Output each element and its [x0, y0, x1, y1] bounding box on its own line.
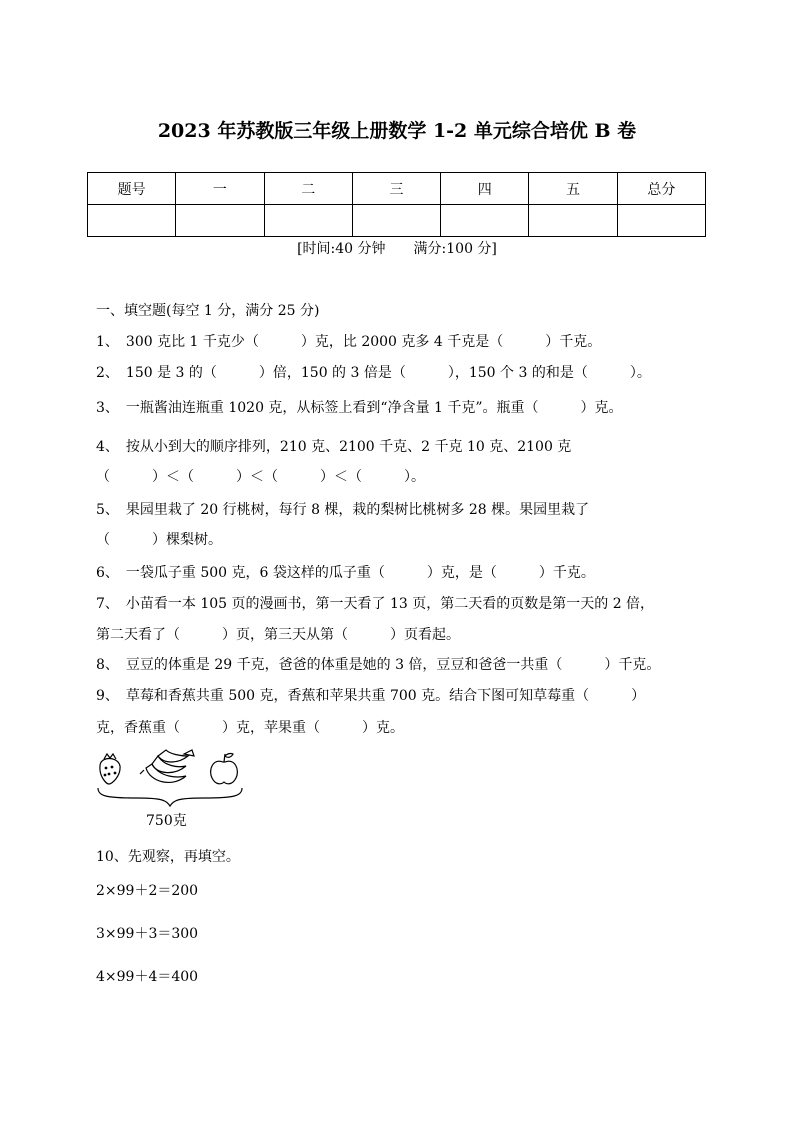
score-value-cell[interactable]: [264, 205, 352, 237]
score-value-cell[interactable]: [529, 205, 617, 237]
score-header-cell: 四: [441, 173, 529, 205]
strawberry-icon: [100, 754, 120, 784]
question-3: 3、 一瓶酱油连瓶重 1020 克，从标签上看到“净含量 1 千克”。瓶重（ ）克。: [96, 400, 623, 416]
equation-3: 4×99＋4＝400: [96, 969, 199, 985]
score-header-cell: 三: [352, 173, 440, 205]
score-header-cell: 题号: [88, 173, 176, 205]
question-6: 6、 一袋瓜子重 500 克，6 袋这样的瓜子重（ ）克，是（ ）千克。: [96, 565, 595, 581]
equation-1: 2×99＋2＝200: [96, 883, 199, 899]
time-info: [时间:40 分钟 满分:100 分]: [297, 241, 497, 257]
equation-2: 3×99＋3＝300: [96, 926, 199, 942]
score-value-cell[interactable]: [617, 205, 705, 237]
score-value-cell[interactable]: [176, 205, 264, 237]
question-5-continued: （ ）棵梨树。: [96, 532, 222, 548]
score-header-cell: 总分: [617, 173, 705, 205]
page-title: 2023 年苏教版三年级上册数学 1-2 单元综合培优 B 卷: [157, 120, 637, 142]
score-header-cell: 五: [529, 173, 617, 205]
question-8: 8、 豆豆的体重是 29 千克，爸爸的体重是她的 3 倍，豆豆和爸爸一共重（ ）千克。: [96, 657, 661, 673]
section-title: 一、填空题(每空 1 分，满分 25 分): [96, 303, 320, 319]
brace-icon: [98, 788, 242, 806]
question-5: 5、 果园里栽了 20 行桃树，每行 8 棵，栽的梨树比桃树多 28 棵。果园里栽了: [96, 502, 590, 518]
score-header-cell: 二: [264, 173, 352, 205]
question-7-continued: 第二天看了（ ）页，第三天从第（ ）页看起。: [96, 627, 460, 643]
score-header-cell: 一: [176, 173, 264, 205]
score-table: [87, 172, 706, 237]
fruit-illustration: [96, 748, 256, 810]
apple-icon: [211, 754, 238, 784]
question-9-continued: 克，香蕉重（ ）克，苹果重（ ）克。: [96, 720, 404, 736]
figure-label: 750克: [146, 813, 187, 829]
question-2: 2、 150 是 3 的（ ）倍，150 的 3 倍是（ ），150 个 3 的和是（ ）。: [96, 365, 651, 381]
score-table-value-row: [88, 205, 706, 237]
question-4: 4、 按从小到大的顺序排列，210 克、2100 千克、2 千克 10 克、2100 克: [96, 439, 572, 455]
banana-icon: [140, 750, 194, 782]
score-value-cell[interactable]: [352, 205, 440, 237]
question-1: 1、 300 克比 1 千克少（ ）克，比 2000 克多 4 千克是（ ）千克。: [96, 334, 602, 350]
score-table-header-row: [88, 173, 706, 205]
question-4-blanks: （ ）＜（ ）＜（ ）＜（ ）。: [96, 469, 425, 485]
score-value-cell[interactable]: [441, 205, 529, 237]
score-value-cell[interactable]: [88, 205, 176, 237]
question-9: 9、 草莓和香蕉共重 500 克，香蕉和苹果共重 700 克。结合下图可知草莓重（ ）: [96, 688, 646, 704]
fruit-figure: [96, 748, 256, 838]
question-7: 7、 小苗看一本 105 页的漫画书，第一天看了 13 页，第二天看的页数是第一天的 2 倍，: [96, 596, 655, 612]
question-10: 10、先观察，再填空。: [96, 849, 240, 865]
